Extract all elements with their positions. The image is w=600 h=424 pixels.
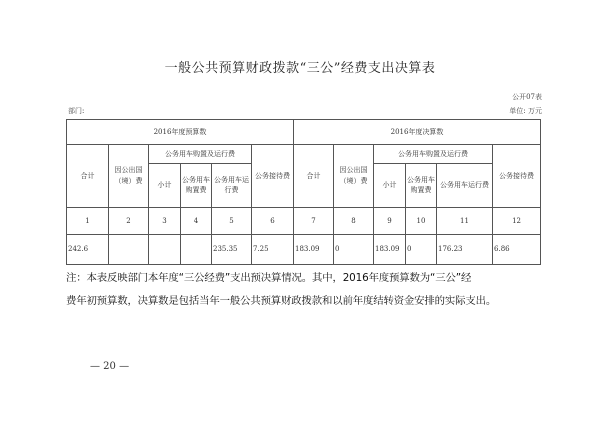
value-cell: 235.35 [212,235,252,265]
final-subtotal-header: 小计 [374,163,406,207]
value-cell [149,235,181,265]
value-cell [109,235,149,265]
final-reception-header: 公务接待费 [493,145,541,208]
note-line: 费年初预算数，决算数是包括当年一般公共预算财政拨款和以前年度结转资金安排的实际支出。 [66,295,497,307]
column-number-row [67,207,541,235]
unit-label: 单位: 万元 [509,107,542,115]
value-cell: 183.09 [294,235,334,265]
column-number: 8 [334,207,374,235]
value-cell: 183.09 [374,235,406,265]
budget-vehicle-purchase-header: 公务用车购置费 [181,163,212,207]
final-abroad-header: 因公出国（境）费 [334,145,374,208]
value-cell [181,235,212,265]
column-number: 2 [109,207,149,235]
final-vehicle-running-header: 公务用车运行费 [437,163,493,207]
budget-group-header: 2016年度预算数 [67,120,294,145]
form-code: 公开07表 [512,93,542,101]
column-number: 7 [294,207,334,235]
value-cell: 6.86 [493,235,541,265]
budget-total-header: 合计 [67,145,109,208]
value-cell: 0 [334,235,374,265]
budget-vehicle-group-header: 公务用车购置及运行费 [149,145,252,164]
final-group-header: 2016年度决算数 [294,120,541,145]
final-vehicle-purchase-header: 公务用车购置费 [406,163,437,207]
column-number: 10 [406,207,437,235]
column-number: 1 [67,207,109,235]
budget-subtotal-header: 小计 [149,163,181,207]
value-cell: 0 [406,235,437,265]
table-note [66,267,544,313]
department-label: 部门: [68,107,85,115]
value-cell: 7.25 [252,235,294,265]
column-number: 9 [374,207,406,235]
column-number: 4 [181,207,212,235]
column-number: 5 [212,207,252,235]
column-number: 3 [149,207,181,235]
page-number: — 20 — [90,361,130,372]
page-title: 一般公共预算财政拨款“三公”经费支出决算表 [164,61,436,76]
budget-reception-header: 公务接待费 [252,145,294,208]
budget-abroad-header: 因公出国（境）费 [109,145,149,208]
final-vehicle-group-header: 公务用车购置及运行费 [374,145,493,164]
column-number: 12 [493,207,541,235]
budget-vehicle-running-header: 公务用车运行费 [212,163,252,207]
three-public-expenses-table [66,119,541,265]
column-number: 11 [437,207,493,235]
value-cell: 176.23 [437,235,493,265]
value-cell: 242.6 [67,235,109,265]
final-total-header: 合计 [294,145,334,208]
value-row [67,235,541,265]
note-line: 注：本表反映部门本年度“三公经费”支出预决算情况。其中，2016年度预算数为“三公”经 [66,272,472,284]
column-number: 6 [252,207,294,235]
